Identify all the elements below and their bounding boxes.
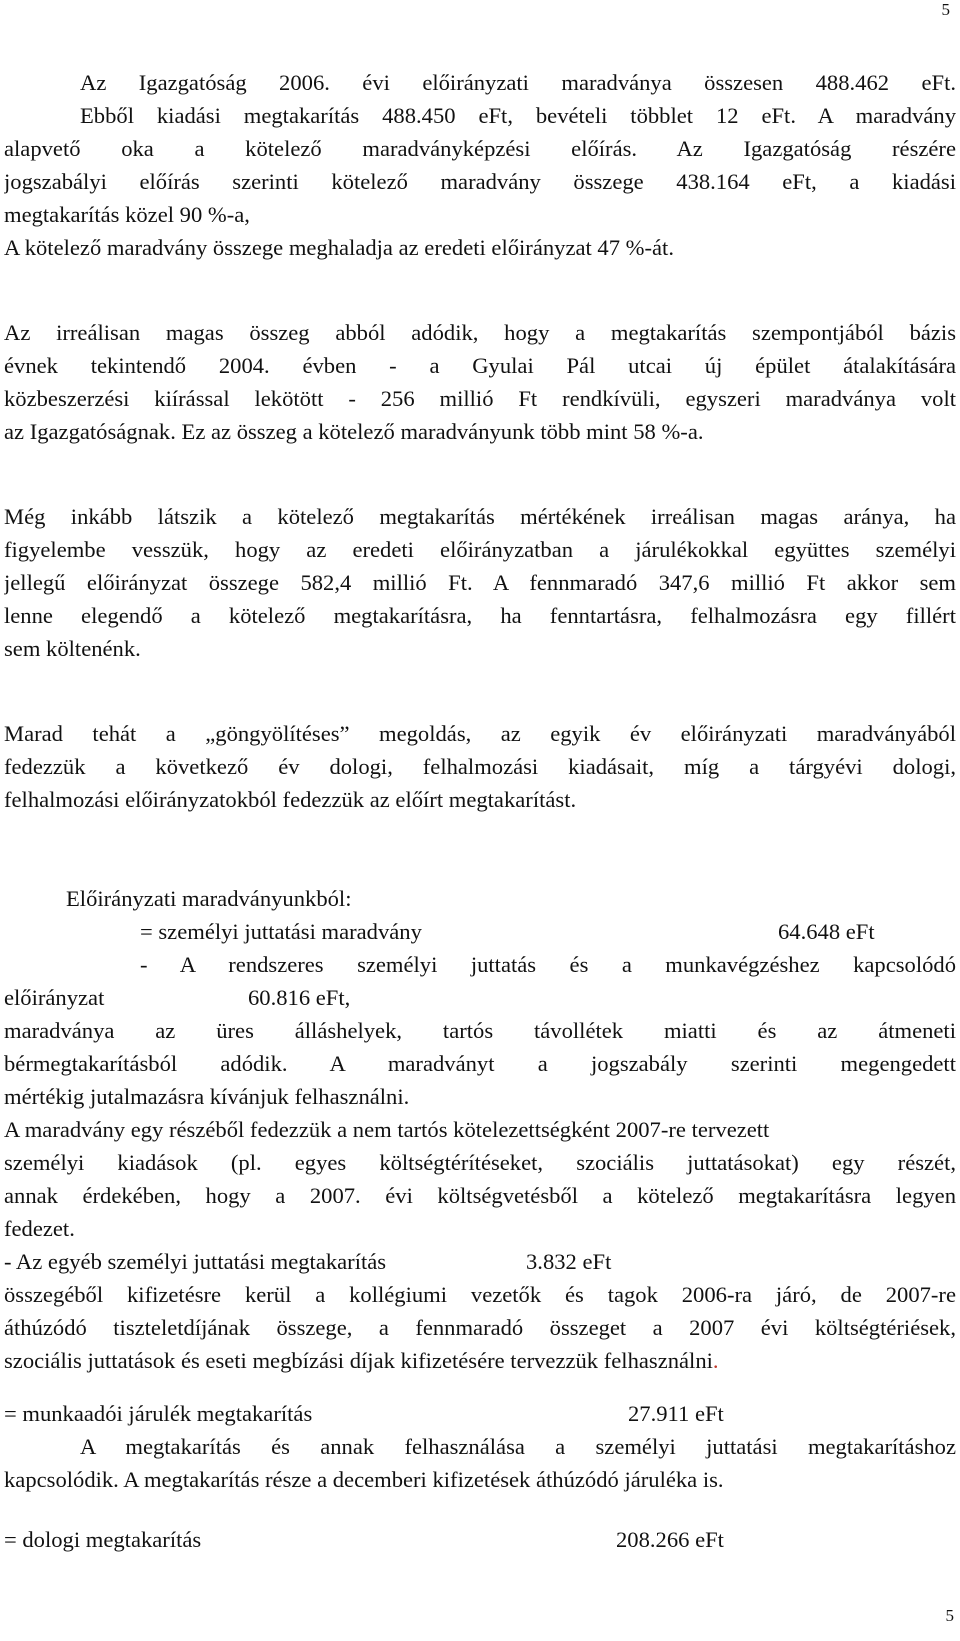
personal-allowance-row bbox=[4, 915, 956, 948]
text-line: felhalmozási előirányzatokból fedezzük az előírt megtakarítást. bbox=[4, 787, 577, 812]
text-line: közbeszerzési kiírással lekötött - 256 millió Ft rendkívüli, egyszeri maradványa volt bbox=[4, 386, 956, 411]
text-line: megtakarítás közel 90 %-a, bbox=[4, 202, 250, 227]
text-line: bérmegtakarításból adódik. A maradványt a jogszabály szerinti megengedett bbox=[4, 1051, 956, 1076]
text-line: alapvető oka a kötelező maradványképzési előírás. Az Igazgatóság részére bbox=[4, 136, 956, 161]
text-line: évnek tekintendő 2004. évben - a Gyulai Pál utcai új épület átalakítására bbox=[4, 353, 956, 378]
appropriation-section bbox=[4, 882, 956, 1556]
text-line: áthúzódó tiszteletdíjának összege, a fennmaradó összeget a 2007 évi költségtériések, bbox=[4, 1315, 956, 1340]
employer-contribution-row bbox=[4, 1397, 956, 1430]
text-line: annak érdekében, hogy a 2007. évi költségvetésből a kötelező megtakarításra legyen bbox=[4, 1183, 956, 1208]
red-period: . bbox=[712, 1348, 719, 1373]
personal-allowance-label: = személyi juttatási maradvány bbox=[140, 919, 422, 944]
other-allowance-value: 3.832 eFt bbox=[526, 1249, 612, 1274]
text-line: Az Igazgatóság 2006. évi előirányzati maradványa összesen 488.462 eFt. bbox=[80, 70, 956, 95]
regular-allowance-label: előirányzat bbox=[4, 985, 105, 1010]
text-line: Az irreálisan magas összeg abból adódik, hogy a megtakarítás szempontjából bázis bbox=[4, 320, 956, 345]
paragraph-2 bbox=[4, 316, 956, 448]
text-line: A megtakarítás és annak felhasználása a személyi juttatási megtakarításhoz bbox=[80, 1434, 956, 1459]
text-line: jogszabályi előírás szerinti kötelező maradvány összege 438.164 eFt, a kiadási bbox=[4, 169, 956, 194]
material-savings-value: 208.266 eFt bbox=[616, 1527, 724, 1552]
text-line: összegéből kifizetésre kerül a kollégiumi vezetők és tagok 2006-ra járó, de 2007-re bbox=[4, 1282, 956, 1307]
section-heading: Előirányzati maradványunkból: bbox=[66, 886, 352, 911]
text-line: Ebből kiadási megtakarítás 488.450 eFt, bevételi többlet 12 eFt. A maradvány bbox=[80, 103, 956, 128]
text-line: fedezet. bbox=[4, 1216, 75, 1241]
text-line: figyelembe vesszük, hogy az eredeti előirányzatban a járulékokkal együttes személyi bbox=[4, 537, 956, 562]
text-line: az Igazgatóságnak. Ez az összeg a kötelező maradványunk több mint 58 %-a. bbox=[4, 419, 704, 444]
material-savings-row bbox=[4, 1523, 956, 1556]
text-line: A maradvány egy részéből fedezzük a nem tartós kötelezettségként 2007-re tervezett bbox=[4, 1117, 770, 1142]
text-line: sem költenénk. bbox=[4, 636, 141, 661]
text-line: A kötelező maradvány összege meghaladja az eredeti előirányzat 47 %-át. bbox=[4, 235, 674, 260]
text-segment: szociális juttatások és eseti megbízási díjak kifizetésére tervezzük felhasználni bbox=[4, 1348, 713, 1373]
text-line: mértékig jutalmazásra kívánjuk felhasználni. bbox=[4, 1084, 410, 1109]
employer-contribution-value: 27.911 eFt bbox=[628, 1401, 724, 1426]
text-line: kapcsolódik. A megtakarítás része a decemberi kifizetések áthúzódó járuléka is. bbox=[4, 1467, 724, 1492]
paragraph-3 bbox=[4, 500, 956, 665]
page-number-top: 5 bbox=[941, 0, 950, 19]
text-line: lenne elegendő a kötelező megtakarításra, ha fenntartásra, felhalmozásra egy fillért bbox=[4, 603, 956, 628]
text-line: Még inkább látszik a kötelező megtakarítás mértékének irreálisan magas aránya, ha bbox=[4, 504, 956, 529]
regular-allowance-value: 60.816 eFt, bbox=[248, 985, 351, 1010]
page-number-bottom: 5 bbox=[945, 1606, 954, 1625]
text-line: - A rendszeres személyi juttatás és a munkavégzéshez kapcsolódó bbox=[140, 952, 956, 977]
other-allowance-row bbox=[4, 1245, 956, 1278]
text-line bbox=[4, 1344, 956, 1377]
paragraph-4 bbox=[4, 717, 956, 816]
regular-allowance-row bbox=[4, 981, 956, 1014]
text-line: Marad tehát a „göngyölítéses” megoldás, az egyik év előirányzati maradványából bbox=[4, 721, 956, 746]
material-savings-label: = dologi megtakarítás bbox=[4, 1527, 202, 1552]
text-line: fedezzük a következő év dologi, felhalmozási kiadásait, míg a tárgyévi dologi, bbox=[4, 754, 956, 779]
personal-allowance-value: 64.648 eFt bbox=[778, 919, 875, 944]
text-line: maradványa az üres álláshelyek, tartós távollétek miatti és az átmeneti bbox=[4, 1018, 956, 1043]
other-allowance-label: - Az egyéb személyi juttatási megtakarítás bbox=[4, 1249, 387, 1274]
text-line: jellegű előirányzat összege 582,4 millió Ft. A fennmaradó 347,6 millió Ft akkor sem bbox=[4, 570, 956, 595]
paragraph-1 bbox=[4, 66, 956, 264]
employer-contribution-label: = munkaadói járulék megtakarítás bbox=[4, 1401, 313, 1426]
document-body bbox=[4, 66, 956, 1556]
text-line: személyi kiadások (pl. egyes költségtérítéseket, szociális juttatásokat) egy részét, bbox=[4, 1150, 956, 1175]
